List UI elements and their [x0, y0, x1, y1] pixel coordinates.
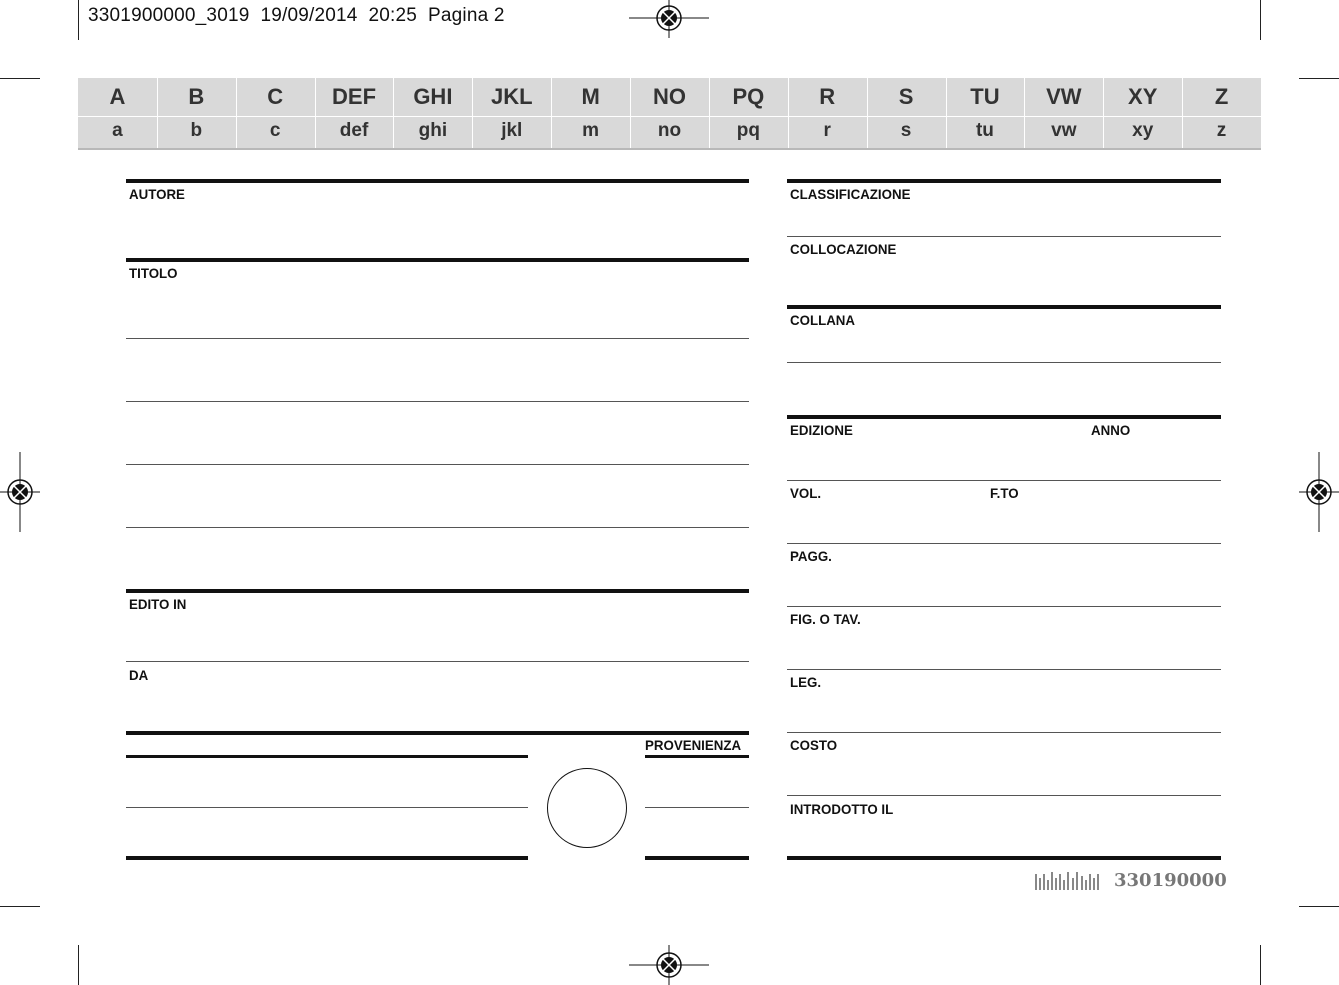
rule-classificazione-top — [787, 179, 1221, 183]
rule-titolo-line-4 — [126, 527, 749, 528]
alphabet-upper-label: Z — [1214, 84, 1229, 109]
alphabet-lower-label: m — [582, 120, 600, 141]
alphabet-lower-label: c — [269, 120, 281, 141]
rule-left-lower-3 — [126, 856, 528, 860]
rule-edizione-top — [787, 415, 1221, 419]
alphabet-column — [472, 78, 551, 148]
crop-mark-bottom-left-h — [0, 906, 40, 907]
alphabet-upper-label: A — [109, 84, 126, 109]
footer-code: 330190000 — [1114, 870, 1227, 891]
alphabet-column-divider — [157, 78, 158, 148]
label-fig-tav: FIG. O TAV. — [790, 611, 861, 627]
rule-bottom-block-top — [126, 731, 749, 735]
rule-titolo-line-1 — [126, 338, 749, 339]
alphabet-lower-label: pq — [736, 120, 760, 141]
rule-left-lower-2 — [126, 807, 528, 808]
alphabet-column — [236, 78, 315, 148]
rule-introdotto-top — [787, 795, 1221, 796]
alphabet-column-divider — [867, 78, 868, 148]
alphabet-column-divider — [1103, 78, 1104, 148]
alphabet-column-divider — [315, 78, 316, 148]
label-autore: AUTORE — [129, 186, 185, 202]
label-formato: F.TO — [990, 485, 1019, 501]
alphabet-upper-label: NO — [652, 84, 686, 109]
alphabet-column — [551, 78, 630, 148]
registration-mark-right-icon — [1299, 452, 1339, 532]
alphabet-column — [1103, 78, 1182, 148]
alphabet-lower-label: vw — [1051, 120, 1077, 141]
alphabet-lower-label: a — [112, 120, 123, 141]
alphabet-column-divider — [1182, 78, 1183, 148]
rule-left-lower-1 — [126, 755, 528, 758]
rule-vol-top — [787, 480, 1221, 481]
alphabet-column-divider — [630, 78, 631, 148]
alphabet-column-divider — [236, 78, 237, 148]
alphabet-column — [1182, 78, 1261, 148]
alphabet-column-divider — [946, 78, 947, 148]
alphabet-lower-label: no — [657, 120, 682, 141]
rule-right-bottom — [787, 856, 1221, 860]
alphabet-column — [709, 78, 788, 148]
alphabet-column — [78, 78, 157, 148]
rule-titolo-line-2 — [126, 401, 749, 402]
rule-autore-top — [126, 179, 749, 183]
alphabet-upper-label: C — [267, 84, 284, 109]
rule-pagg-top — [787, 543, 1221, 544]
alphabet-upper-label: PQ — [732, 84, 765, 109]
crop-mark-bottom-right-v — [1260, 945, 1261, 985]
label-leg: LEG. — [790, 674, 822, 690]
registration-mark-bottom-icon — [629, 945, 709, 985]
rule-provenienza-2 — [645, 807, 749, 808]
alphabet-lower-label: s — [900, 120, 912, 141]
crop-mark-top-left-v — [78, 0, 79, 40]
alphabet-upper-label: GHI — [413, 84, 453, 109]
alphabet-column — [788, 78, 867, 148]
alphabet-lower-label: def — [339, 120, 369, 141]
crop-mark-bottom-left-v — [78, 945, 79, 985]
label-introdotto-il: INTRODOTTO IL — [790, 801, 894, 817]
alphabet-index-strip — [78, 78, 1261, 150]
label-titolo: TITOLO — [129, 265, 178, 281]
alphabet-lower-label: ghi — [418, 120, 448, 141]
alphabet-lower-label: z — [1216, 120, 1227, 141]
label-anno: ANNO — [1091, 422, 1131, 438]
rule-collocazione-top — [787, 236, 1221, 237]
alphabet-column — [157, 78, 236, 148]
label-pagg: PAGG. — [790, 548, 832, 564]
rule-provenienza-1 — [645, 755, 749, 758]
alphabet-upper-label: VW — [1046, 84, 1082, 109]
alphabet-column-divider — [551, 78, 552, 148]
label-da: DA — [129, 667, 149, 683]
alphabet-column-divider — [393, 78, 394, 148]
rule-collana-line — [787, 362, 1221, 363]
alphabet-upper-label: S — [898, 84, 914, 109]
label-classificazione: CLASSIFICAZIONE — [790, 186, 911, 202]
label-costo: COSTO — [790, 737, 838, 753]
alphabet-column — [315, 78, 394, 148]
label-provenienza: PROVENIENZA — [645, 737, 742, 753]
crop-mark-top-right-v — [1260, 0, 1261, 40]
alphabet-lower-label: b — [190, 120, 203, 141]
crop-mark-top-left-h — [0, 78, 40, 79]
alphabet-upper-label: JKL — [490, 84, 533, 109]
rule-edito-top — [126, 589, 749, 593]
alphabet-column — [393, 78, 472, 148]
rule-titolo-top — [126, 258, 749, 262]
rule-da-top — [126, 661, 749, 662]
alphabet-upper-label: DEF — [332, 84, 377, 109]
stamp-circle — [547, 768, 627, 848]
crop-mark-top-right-h — [1299, 78, 1339, 79]
alphabet-upper-label: M — [581, 84, 600, 109]
registration-mark-left-icon — [0, 452, 40, 532]
rule-titolo-line-3 — [126, 464, 749, 465]
rule-costo-top — [787, 732, 1221, 733]
label-collocazione: COLLOCAZIONE — [790, 241, 897, 257]
alphabet-upper-label: R — [819, 84, 836, 109]
alphabet-upper-label: XY — [1128, 84, 1158, 109]
alphabet-lower-label: xy — [1132, 120, 1154, 141]
crop-mark-bottom-right-h — [1299, 906, 1339, 907]
alphabet-column — [630, 78, 709, 148]
registration-mark-top-icon — [629, 0, 709, 38]
alphabet-column-divider — [472, 78, 473, 148]
alphabet-column-divider — [709, 78, 710, 148]
label-collana: COLLANA — [790, 312, 856, 328]
alphabet-column — [946, 78, 1025, 148]
alphabet-column — [1024, 78, 1103, 148]
alphabet-lower-label: jkl — [501, 120, 523, 141]
alphabet-column — [867, 78, 946, 148]
alphabet-lower-label: tu — [975, 120, 994, 141]
label-vol: VOL. — [790, 485, 822, 501]
alphabet-lower-label: r — [823, 120, 831, 141]
label-edizione: EDIZIONE — [790, 422, 853, 438]
print-header: 3301900000_3019 19/09/2014 20:25 Pagina 2 — [88, 5, 505, 26]
rule-collana-top — [787, 305, 1221, 309]
rule-fig-top — [787, 606, 1221, 607]
alphabet-upper-label: B — [188, 84, 205, 109]
brand-logo-icon — [1034, 870, 1102, 892]
rule-leg-top — [787, 669, 1221, 670]
label-edito-in: EDITO IN — [129, 596, 187, 612]
alphabet-column-divider — [1024, 78, 1025, 148]
rule-provenienza-3 — [645, 856, 749, 860]
alphabet-column-divider — [788, 78, 789, 148]
alphabet-upper-label: TU — [970, 84, 1000, 109]
